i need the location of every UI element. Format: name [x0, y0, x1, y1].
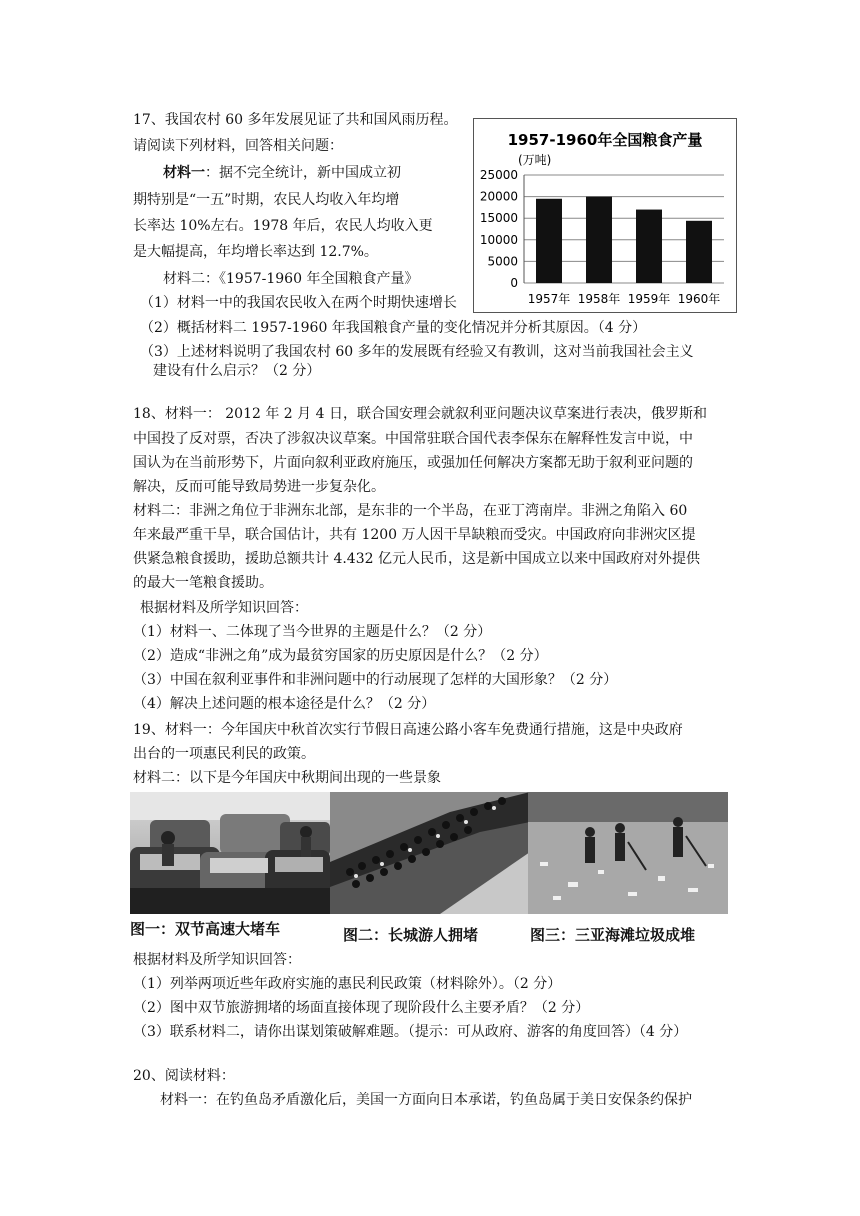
- chart-x-tick-label: 1957年: [527, 292, 571, 306]
- q18-line3: 国认为在当前形势下，片面向叙利亚政府施压，或强加任何解决方案都无助于叙利亚问题的: [133, 455, 693, 471]
- q18-line2: 中国投了反对票，否决了涉叙决议草案。中国常驻联合国代表李保东在解释性发言中说，中: [133, 431, 693, 447]
- q18-line5: 材料二：非洲之角位于非洲东北部，是东非的一个半岛，在亚丁湾南岸。非洲之角陷入 60: [133, 503, 688, 519]
- q17-instruction: 请阅读下列材料，回答相关问题：: [133, 138, 343, 154]
- chart-bar: [636, 210, 662, 283]
- q17-question3-line1: （3）上述材料说明了我国农村 60 多年的发展既有经验又有教训，这对当前我国社会主义: [140, 344, 694, 360]
- q18-instruction: 根据材料及所学知识回答：: [140, 600, 308, 616]
- q17-material1-line4: 是大幅提高，年均增长率达到 12.7%。: [133, 244, 378, 260]
- chart-x-tick-label: 1959年: [627, 292, 671, 306]
- q19-question3: （3）联系材料二，请你出谋划策破解难题。（提示：可从政府、游客的角度回答）（4 分）: [133, 1024, 688, 1040]
- q18-line8: 的最大一笔粮食援助。: [133, 575, 273, 591]
- photo1-caption: 图一：双节高速大堵车: [130, 920, 281, 938]
- q18-question2: （2）造成“非洲之角”成为最贫穷国家的历史原因是什么？（2 分）: [133, 648, 548, 664]
- q18-question3: （3）中国在叙利亚事件和非洲问题中的行动展现了怎样的大国形象？（2 分）: [133, 672, 618, 688]
- q19-question2: （2）图中双节旅游拥堵的场面直接体现了现阶段什么主要矛盾？（2 分）: [133, 1000, 590, 1016]
- chart-bar: [586, 197, 612, 283]
- chart-y-tick-label: 0: [510, 276, 518, 290]
- q20-material1: 材料一：在钓鱼岛矛盾激化后，美国一方面向日本承诺，钓鱼岛属于美日安保条约保护: [160, 1092, 692, 1108]
- q17-question3-line2: 建设有什么启示？（2 分）: [153, 363, 321, 379]
- chart-y-tick-label: 15000: [479, 211, 518, 226]
- q18-line1: 18、材料一： 2012 年 2 月 4 日，联合国安理会就叙利亚问题决议草案进行表决，俄罗斯和: [133, 406, 707, 422]
- chart-y-tick-label: 20000: [479, 189, 518, 204]
- chart-x-ticks: [528, 291, 721, 306]
- q19-instruction: 根据材料及所学知识回答：: [133, 952, 301, 968]
- photo3-caption: 图三：三亚海滩垃圾成堆: [530, 926, 696, 944]
- chart-y-axis-label: (万吨): [518, 153, 552, 167]
- q18-question1: （1）材料一、二体现了当今世界的主题是什么？（2 分）: [133, 624, 492, 640]
- q17-question2: （2）概括材料二 1957-1960 年我国粮食产量的变化情况并分析其原因。（4 分）: [140, 320, 647, 336]
- photo-great-wall-crowd: [330, 792, 530, 914]
- q20-title: 20、阅读材料：: [133, 1068, 235, 1084]
- material-label: 材料一: [163, 165, 205, 181]
- chart-y-tick-label: 25000: [479, 168, 518, 182]
- q19-question1: （1）列举两项近些年政府实施的惠民利民政策（材料除外）。（2 分）: [133, 976, 562, 992]
- chart-x-tick-label: 1960年: [677, 292, 721, 306]
- chart-title: 1957-1960年全国粮食产量: [507, 131, 703, 149]
- q17-material1-line1: 材料一：据不完全统计，新中国成立初: [163, 165, 401, 181]
- q17-material2: 材料二：《1957-1960 年全国粮食产量》: [163, 271, 419, 287]
- chart-bar: [686, 221, 712, 283]
- photo-highway-traffic-jam: [130, 792, 330, 914]
- q19-line2: 出台的一项惠民利民的政策。: [133, 746, 315, 762]
- q18-line4: 解决，反而可能导致局势进一步复杂化。: [133, 479, 385, 495]
- q19-material2: 材料二：以下是今年国庆中秋期间出现的一些景象: [133, 770, 441, 786]
- chart-y-tick-label: 10000: [479, 232, 518, 247]
- chart-y-tick-label: 5000: [487, 254, 518, 269]
- q17-material1-line2: 期特别是“一五”时期，农民人均收入年均增: [133, 192, 400, 208]
- q17-material1-line3: 长率达 10%左右。1978 年后，农民人均收入更: [133, 218, 433, 234]
- photo-sanya-beach-garbage: [528, 792, 728, 914]
- photo2-caption: 图二：长城游人拥堵: [343, 926, 479, 944]
- grain-output-chart: [473, 118, 737, 313]
- q19-line1: 19、材料一：今年国庆中秋首次实行节假日高速公路小客车免费通行措施，这是中央政府: [133, 722, 683, 738]
- chart-x-tick-label: 1958年: [577, 292, 621, 306]
- chart-canvas: [474, 119, 736, 312]
- q17-question1: （1）材料一中的我国农民收入在两个时期快速增长: [140, 295, 457, 311]
- chart-bar: [536, 199, 562, 283]
- q18-question4: （4）解决上述问题的根本途径是什么？（2 分）: [133, 696, 436, 712]
- chart-y-ticks: [480, 168, 518, 290]
- q17-intro: 17、我国农村 60 多年发展见证了共和国风雨历程。: [133, 112, 458, 128]
- q18-line6: 年来最严重干旱，联合国估计，共有 1200 万人因干旱缺粮而受灾。中国政府向非洲灾区提: [133, 527, 696, 543]
- q18-line7: 供紧急粮食援助，援助总额共计 4.432 亿元人民币，这是新中国成立以来中国政府对外提供: [133, 551, 700, 567]
